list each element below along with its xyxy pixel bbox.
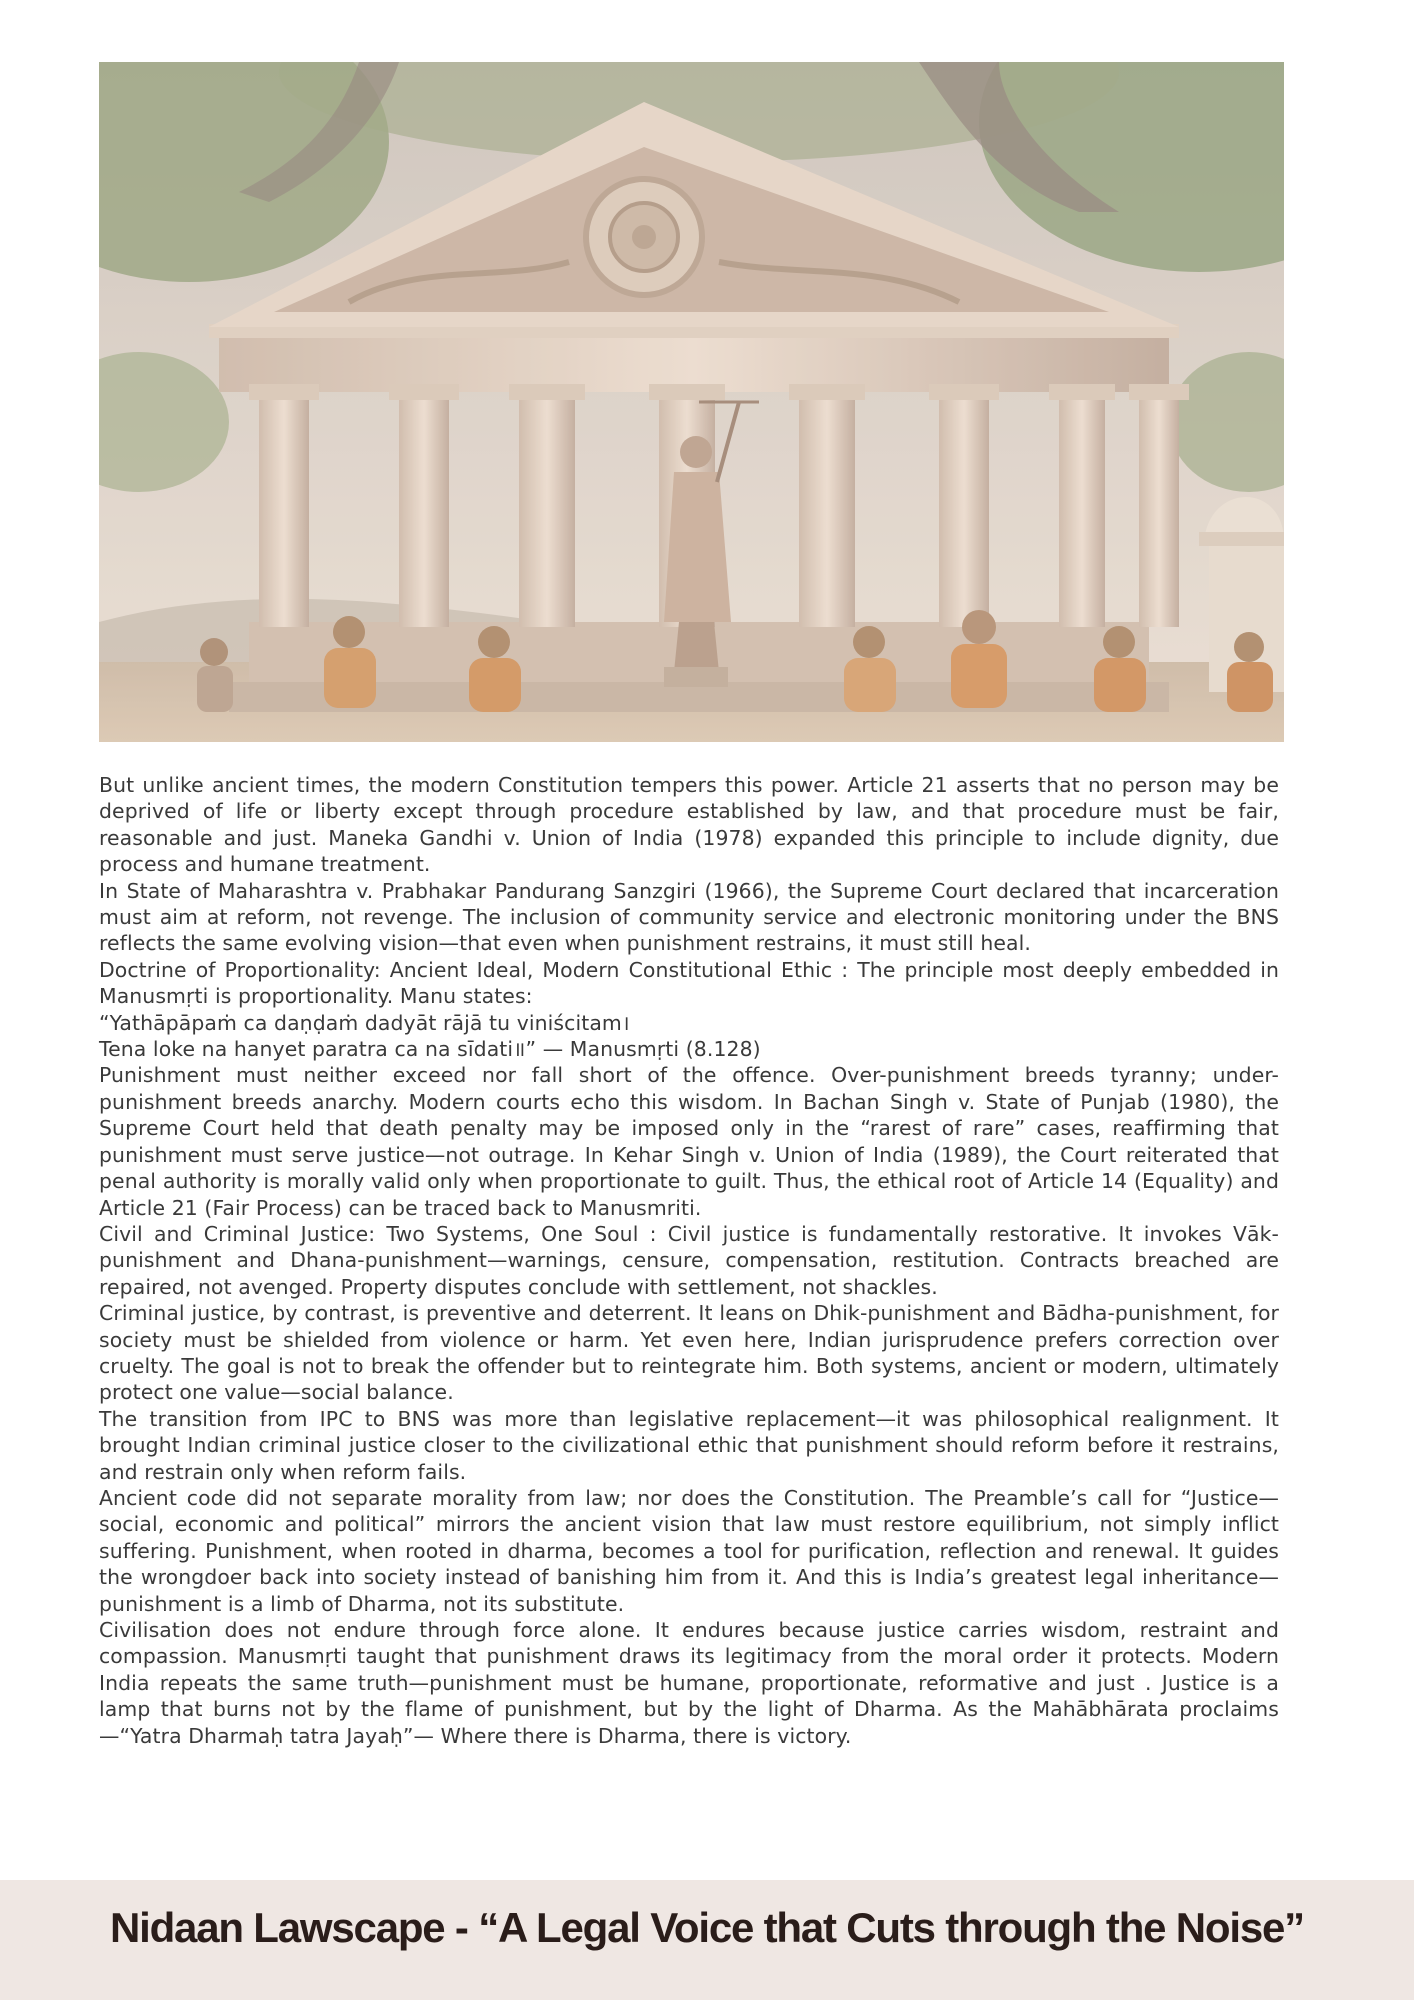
article-body: [99, 772, 1279, 1749]
verse-line-2: Tena loke na hanyet paratra ca na sīdati॥” — Manusmṛti (8.128): [99, 1037, 761, 1062]
verse-line-1: “Yathāpāpaṁ ca daṇḍaṁ dadyāt rājā tu viniścitam।: [99, 1010, 630, 1035]
paragraph-criminal-justice: Criminal justice, by contrast, is preventive and deterrent. It leans on Dhik-punishment and Bādha-punishment, for society must be shielded from violence or harm. Yet even here, Indian jurisprudence prefers correction over cruelty. The goal is not to break the offender but to reintegrate him. Both systems, ancient or modern, ultimately protect one value—social balance.: [99, 1301, 1279, 1405]
footer-title: Nidaan Lawscape - “A Legal Voice that Cuts through the Noise”: [110, 1904, 1304, 1951]
paragraph-civil-justice: Civil and Criminal Justice: Two Systems, One Soul : Civil justice is fundamentally restorative. It invokes Vāk-punishment and Dhana-punishment—warnings, censure, compensation, restitution. Contracts breached are repaired, not avenged. Property disputes conclude with settlement, not shackles.: [99, 1221, 1279, 1299]
paragraph-preamble: Ancient code did not separate morality from law; nor does the Constitution. The Preamble’s call for “Justice—social, economic and political” mirrors the ancient vision that law must restore equilibrium, not simply inflict suffering. Punishment, when rooted in dharma, becomes a tool for purification, reflection and renewal. It guides the wrongdoer back into society instead of banishing him from it. And this is India’s greatest legal inheritance—punishment is a limb of Dharma, not its substitute.: [99, 1485, 1279, 1616]
paragraph-conclusion: Civilisation does not endure through force alone. It endures because justice carries wisdom, restraint and compassion. Manusmṛti taught that punishment draws its legitimacy from the moral order it protects. Modern India repeats the same truth—punishment must be humane, proportionate, reformative and just . Justice is a lamp that burns not by the flame of punishment, but by the light of Dharma. As the Mahābhārata proclaims—“Yatra Dharmaḥ tatra Jayaḥ”— Where there is Dharma, there is victory.: [99, 1618, 1279, 1748]
paragraph-bachan-singh: Punishment must neither exceed nor fall short of the offence. Over-punishment breeds tyranny; under-punishment breeds anarchy. Modern courts echo this wisdom. In Bachan Singh v. State of Punjab (1980), the Supreme Court held that death penalty may be imposed only in the “rarest of rare” cases, reaffirming that punishment must serve justice—not outrage. In Kehar Singh v. Union of India (1989), the Court reiterated that penal authority is morally valid only when proportionate to guilt. Thus, the ethical root of Article 14 (Equality) and Article 21 (Fair Process) can be traced back to Manusmriti.: [99, 1063, 1279, 1220]
paragraph-sanzgiri: In State of Maharashtra v. Prabhakar Pandurang Sanzgiri (1966), the Supreme Court declared that incarceration must aim at reform, not revenge. The inclusion of community service and electronic monitoring under the BNS reflects the same evolving vision—that even when punishment restrains, it must still heal.: [99, 878, 1279, 956]
paragraph-proportionality: Doctrine of Proportionality: Ancient Ideal, Modern Constitutional Ethic : The principle most deeply embedded in Manusmṛti is proportionality. Manu states:: [99, 957, 1279, 1009]
paragraph-article-21: But unlike ancient times, the modern Constitution tempers this power. Article 21 asserts that no person may be deprived of life or liberty except through procedure established by law, and that procedure must be fair, reasonable and just. Maneka Gandhi v. Union of India (1978) expanded this principle to include dignity, due process and humane treatment.: [99, 773, 1279, 877]
paragraph-ipc-to-bns: The transition from IPC to BNS was more than legislative replacement—it was philosophical realignment. It brought Indian criminal justice closer to the civilizational ethic that punishment should reform before it restrains, and restrain only when reform fails.: [99, 1406, 1279, 1484]
hero-image: [99, 62, 1284, 742]
temple-of-justice-illustration: [99, 62, 1284, 742]
